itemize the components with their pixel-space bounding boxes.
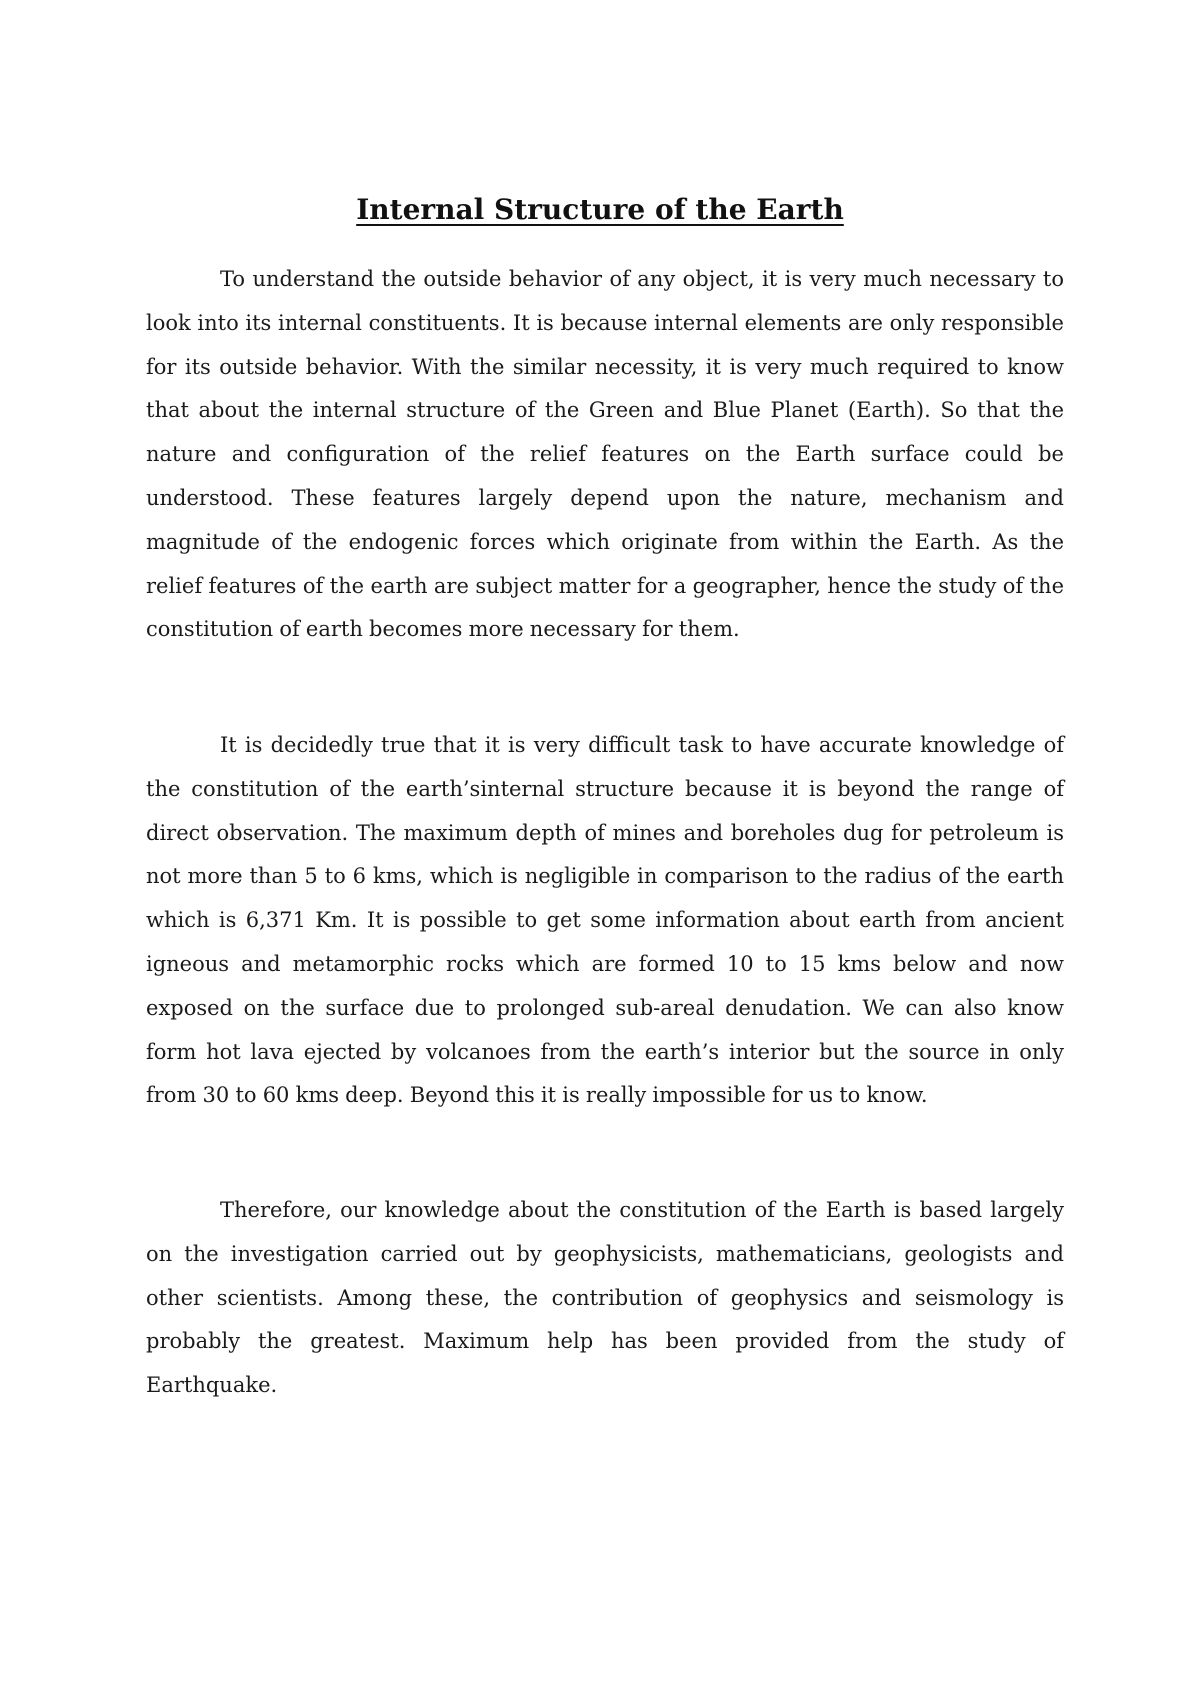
document-title: Internal Structure of the Earth [356, 193, 844, 226]
paragraph-3: Therefore, our knowledge about the constitution of the Earth is based largely on the investigation carried out by geophysicists, mathematicians, geologists and other scientists. Among these, the contribution of geophysics and seismology is probably the greatest. Maximum help has been provided from the study of Earthquake. [146, 1198, 1064, 1398]
paragraph-1: To understand the outside behavior of any object, it is very much necessary to look into its internal constituents. It is because internal elements are only responsible for its outside behavior. With the similar necessity, it is very much required to know that about the internal structure of the Green and Blue Planet (Earth). So that the nature and configuration of the relief features on the Earth surface could be understood. These features largely depend upon the nature, mechanism and magnitude of the endogenic forces which originate from within the Earth. As the relief features of the earth are subject matter for a geographer, hence the study of the constitution of earth becomes more necessary for them. [146, 267, 1064, 642]
paragraph-2: It is decidedly true that it is very difficult task to have accurate knowledge of the constitution of the earth’sinternal structure because it is beyond the range of direct observation. The maximum depth of mines and boreholes dug for petroleum is not more than 5 to 6 kms, which is negligible in comparison to the radius of the earth which is 6,371 Km. It is possible to get some information about earth from ancient igneous and metamorphic rocks which are formed 10 to 15 kms below and now exposed on the surface due to prolonged sub-areal denudation. We can also know form hot lava ejected by volcanoes from the earth’s interior but the source in only from 30 to 60 kms deep. Beyond this it is really impossible for us to know. [146, 733, 1064, 1108]
